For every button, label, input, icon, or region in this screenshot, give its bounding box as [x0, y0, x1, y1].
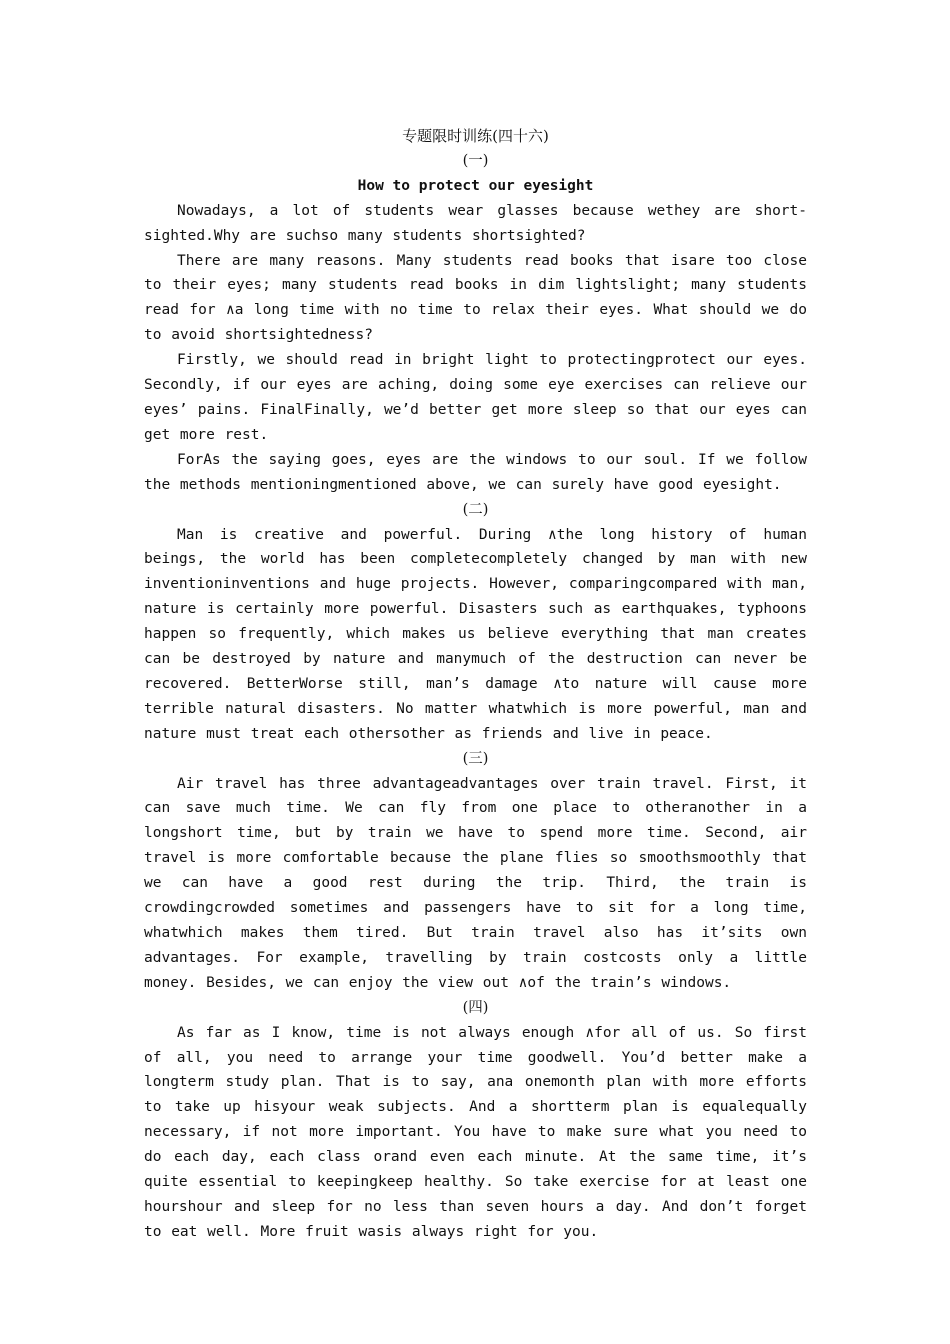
paragraph: Air travel has three advantageadvantages over train travel. First, it can save much time. We can fly from one place to otheranother in a longshort time, but by train we have to spend more time. Second, air travel is more comfortable because the plane flies so smoothsmoothly that we can have a good rest during the trip. Third, the train is crowdingcrowded sometimes and passengers have to sit for a long time, whatwhich makes them tired. But train travel also has it’sits own advantages. For example, travelling by train costcosts only a little money. Besides, we can enjoy the view out ∧of the train’s windows. [144, 775, 807, 991]
section-marker-3: (三) [462, 750, 489, 767]
paragraph: ForAs the saying goes, eyes are the windows to our soul. If we follow the methods mentioningmentioned above, we can surely have good eyesight. [144, 451, 807, 493]
paragraph: As far as I know, time is not always enough ∧for all of us. So first of all, you need to arrange your time goodwell. You’d better make a longterm study plan. That is to say, ana onemonth plan with more efforts to take up hisyour weak subjects. And a shortterm plan is equalequally necessary, if not more important. You have to make sure what you need to do each day, each class orand even each minute. At the same time, it’s quite essential to keepingkeep healthy. So take exercise for at least one hourshour and sleep for no less than seven hours a day. And don’t forget to eat well. More fruit wasis always right for you. [144, 1024, 807, 1240]
section-marker-1: (一) [462, 152, 489, 169]
essay-title: How to protect our eyesight [357, 177, 594, 194]
section-marker-4: (四) [462, 999, 489, 1016]
paragraph: Man is creative and powerful. During ∧the long history of human beings, the world has been completecompletely changed by man with new inventioninventions and huge projects. However, comparingcompared with man, nature is certainly more powerful. Disasters such as earthquakes, typhoons happen so frequently, which makes us believe everything that man creates can be destroyed by nature and manymuch of the destruction can never be recovered. BetterWorse still, man’s damage ∧to nature will cause more terrible natural disasters. No matter whatwhich is more powerful, man and nature must treat each othersother as friends and live in peace. [144, 526, 807, 742]
section-marker-2: (二) [462, 501, 489, 518]
document-page [144, 122, 807, 1245]
paragraph: There are many reasons. Many students read books that isare too close to their eyes; many students read books in dim lightslight; many students read for ∧a long time with no time to relax their eyes. What should we do to avoid shortsightedness? [144, 252, 807, 344]
paragraph: Nowadays, a lot of students wear glasses because wethey are short-sighted.Why are suchso many students shortsighted? [144, 202, 807, 244]
document-title: 专题限时训练(四十六) [402, 127, 549, 145]
paragraph: Firstly, we should read in bright light to protectingprotect our eyes. Secondly, if our eyes are aching, doing some eye exercises can relieve our eyes’ pains. FinalFinally, we’d better get more sleep so that our eyes can get more rest. [144, 352, 807, 443]
